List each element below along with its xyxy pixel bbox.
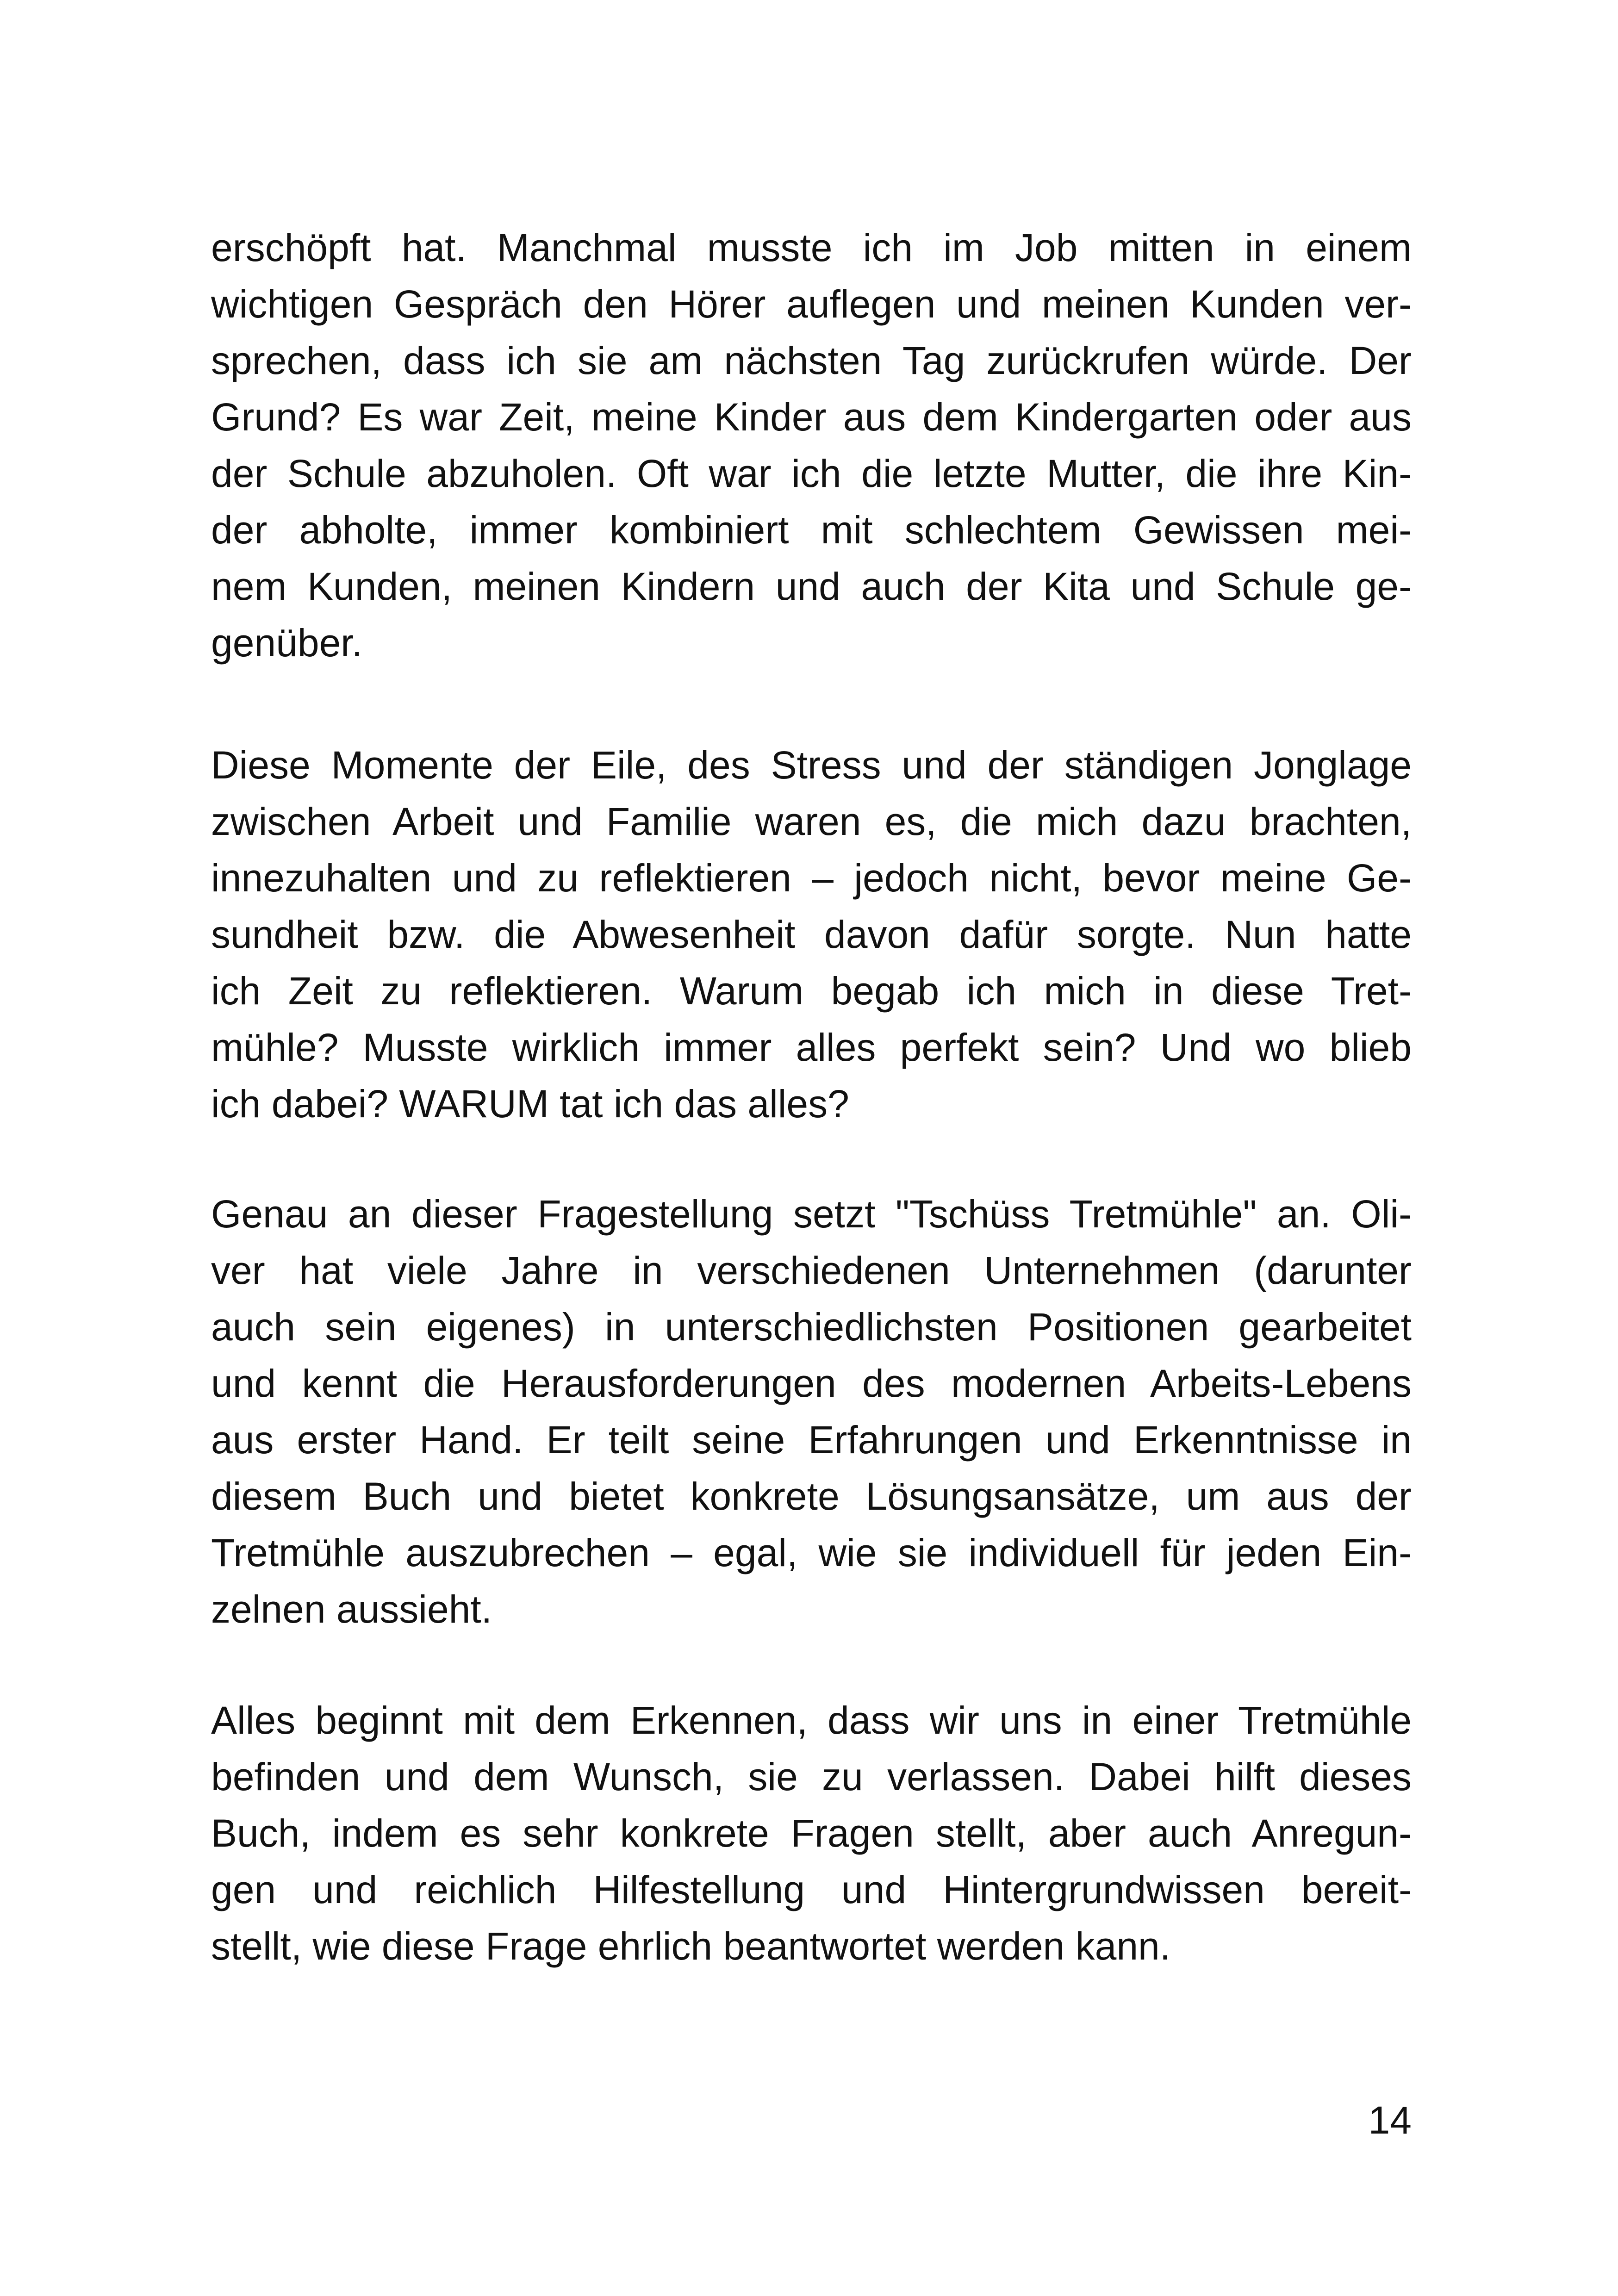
paragraph-2 [211,737,1412,1132]
text-line: der abholte, immer kombiniert mit schlechtem Gewissen mei- [211,508,1412,552]
text-line: wichtigen Gespräch den Hörer auflegen und meinen Kunden ver- [211,282,1412,326]
text-line: der Schule abzuholen. Oft war ich die letzte Mutter, die ihre Kin- [211,452,1412,495]
text-line: mühle? Musste wirklich immer alles perfekt sein? Und wo blieb [211,1026,1412,1069]
page-number: 14 [1368,2098,1412,2142]
text-line: erschöpft hat. Manchmal musste ich im Job mitten in einem [211,226,1412,269]
text-line: nem Kunden, meinen Kindern und auch der Kita und Schule ge- [211,565,1412,608]
text-line: genüber. [211,621,362,665]
text-line: Tretmühle auszubrechen – egal, wie sie individuell für jeden Ein- [211,1531,1412,1574]
paragraph-1 [211,219,1412,671]
text-line: Buch, indem es sehr konkrete Fragen stellt, aber auch Anregun- [211,1811,1412,1855]
text-line: Diese Momente der Eile, des Stress und der ständigen Jonglage [211,743,1412,787]
text-line: zelnen aussieht. [211,1587,492,1631]
text-line: stellt, wie diese Frage ehrlich beantwortet werden kann. [211,1924,1171,1968]
text-line: aus erster Hand. Er teilt seine Erfahrungen und Erkenntnisse in [211,1418,1412,1462]
text-line: innezuhalten und zu reflektieren – jedoch nicht, bevor meine Ge- [211,856,1412,900]
text-line: und kennt die Herausforderungen des modernen Arbeits-Lebens [211,1362,1412,1405]
text-line: ich Zeit zu reflektieren. Warum begab ich mich in diese Tret- [211,969,1412,1013]
text-line: gen und reichlich Hilfestellung und Hintergrundwissen bereit- [211,1868,1412,1911]
text-line: auch sein eigenes) in unterschiedlichsten Positionen gearbeitet [211,1305,1412,1349]
paragraph-3 [211,1186,1412,1637]
text-line: befinden und dem Wunsch, sie zu verlassen. Dabei hilft dieses [211,1755,1412,1798]
text-line: Grund? Es war Zeit, meine Kinder aus dem Kindergarten oder aus [211,395,1412,439]
text-line: ich dabei? WARUM tat ich das alles? [211,1082,849,1126]
text-line: zwischen Arbeit und Familie waren es, die mich dazu brachten, [211,800,1412,843]
text-line: Genau an dieser Fragestellung setzt "Tschüss Tretmühle" an. Oli- [211,1192,1412,1236]
text-line: sprechen, dass ich sie am nächsten Tag zurückrufen würde. Der [211,339,1412,382]
text-line: Alles beginnt mit dem Erkennen, dass wir uns in einer Tretmühle [211,1699,1412,1742]
text-line: diesem Buch und bietet konkrete Lösungsansätze, um aus der [211,1475,1412,1518]
text-line: ver hat viele Jahre in verschiedenen Unternehmen (darunter [211,1249,1412,1292]
paragraph-4 [211,1692,1412,1974]
text-line: sundheit bzw. die Abwesenheit davon dafür sorgte. Nun hatte [211,913,1412,956]
